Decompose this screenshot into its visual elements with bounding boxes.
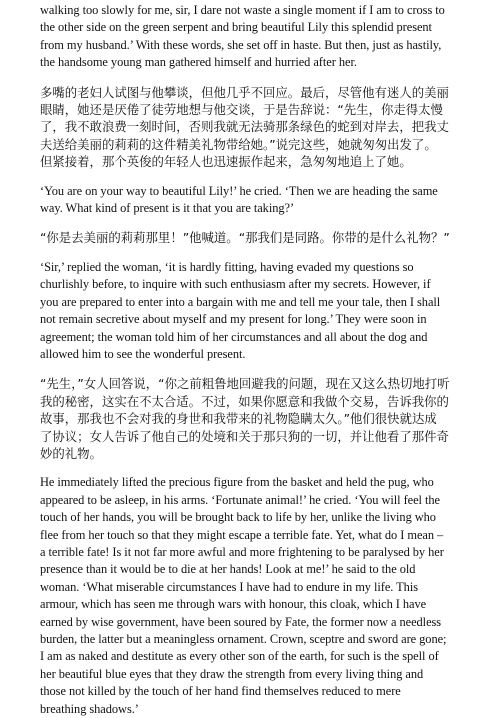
paragraph-english-1: walking too slowly for me, sir, I dare not waste a single moment if I am to cross to the other side on the green serpent and bring beautiful Lily this splendid present from my husband.’ With these words, she set off in haste. But then, just as hastily, the handsome young man gathered himself and hurried after her. (40, 3, 445, 70)
paragraph-chinese-3: “先生，”女人回答说，“你之前粗鲁地回避我的问题，现在又这么热切地打听 我的秘密，这实在不太合适。不过，如果你愿意和我做个交易，告诉我你的 故事，那我也不会对我的身世和我带来的礼物隐瞒太久。”他们很快就达成 了协议；女人告诉了他自己的处境和关于那只狗的一切，并让他看了那件奇 妙的礼物。 (40, 376, 450, 461)
paragraph-english-4: He immediately lifted the precious figure from the basket and held the pug, who appeared to be asleep, in his arms. ‘Fortunate animal!’ he cried. ‘You will feel the touch of her hands, you will be brought back to life by her, unlike the living who flee from her touch so that they might escape a terrible fate. Yet, what do I mean – a terrible fate! Is it not far more awful and more frightening to be paralysed by her presence than it would be to die at her hands! Look at me!’ he said to the old woman. ‘What miserable circumstances I have had to endure in my life. This armour, which has seen me through wars with honour, this cloak, which I have earned by wise government, have been soured by Fate, the former now a needless burden, the latter but a meaningless ornament. Crown, sceptre and sword are gone; I am as naked and destitute as every other son of the earth, for such is the spell of her beautiful blue eyes that they draw the strength from every living thing and those not killed by the touch of her hand find themselves reduced to mere breathing shadows.’ (40, 475, 447, 716)
paragraph-chinese-1: 多嘴的老妇人试图与他攀谈，但他几乎不回应。最后，尽管他有迷人的美丽 眼睛，她还是厌倦了徒劳地想与他交谈，于是告辞说：“先生，你走得太慢 了，我不敢浪费一刻时间，否则我就无法骑那条绿色的蛇到对岸去，把我丈 夫送给美丽的莉莉的这件精美礼物带给她。”说完这些，她就匆匆出发了。 但紧接着，那个英俊的年轻人也迅速振作起来，急匆匆地追上了她。 (40, 84, 449, 170)
paragraph-english-2: ‘You are on your way to beautiful Lily!’ he cried. ‘Then we are heading the same way. What kind of present is it that you are taking?’ (40, 183, 438, 216)
paragraph-chinese-2: “你是去美丽的莉莉那里！”他喊道。“那我们是同路。你带的是什么礼物？” (40, 230, 450, 246)
paragraph-english-3: ‘Sir,’ replied the woman, ‘it is hardly fitting, having evaded my questions so churlishly before, to inquire with such enthusiasm after my secrets. However, if you are prepared to enter into a bargain with me and tell me your tale, then I shall not remain secretive about myself and my present for long.’ They were soon in agreement; the woman told him of her circumstances and all about the dog and allowed him to see the wonderful present. (40, 259, 441, 361)
